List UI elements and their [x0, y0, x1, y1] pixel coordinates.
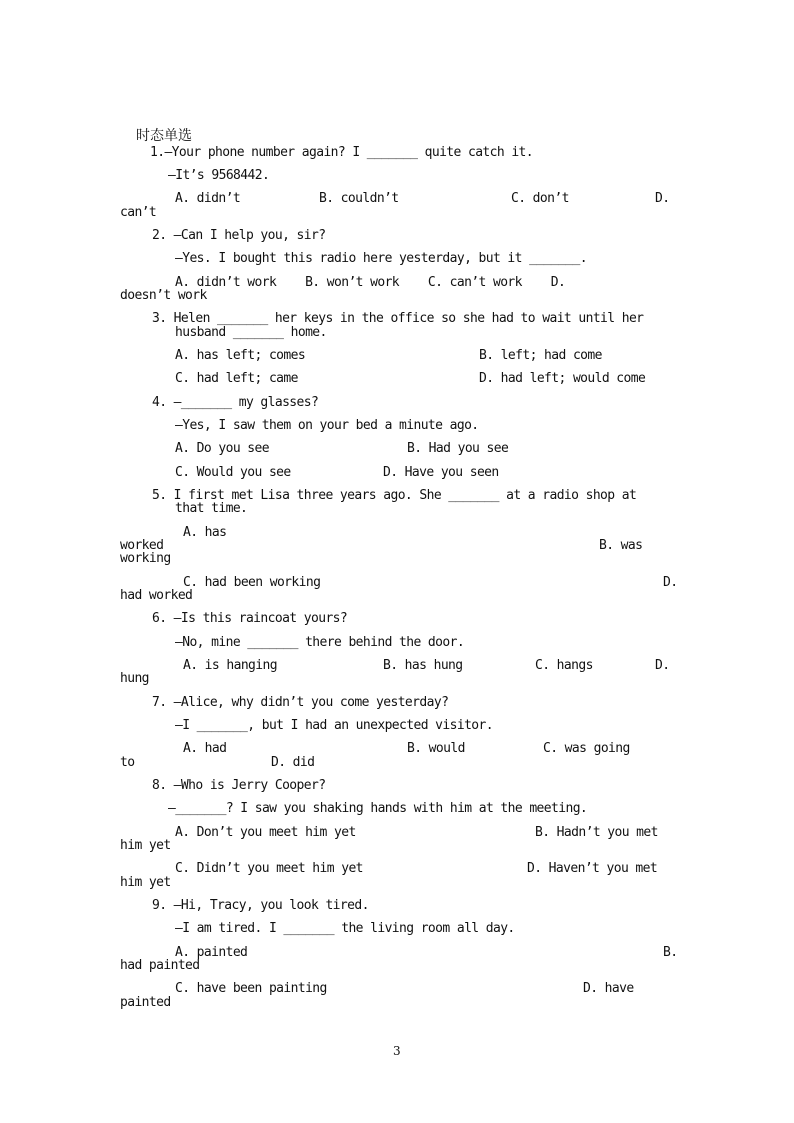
q9-stem: 9. —Hi, Tracy, you look tired.	[152, 898, 369, 913]
q5-option-d: D.	[663, 575, 678, 590]
q8-option-c: C. Didn’t you meet him yet	[175, 861, 363, 876]
q3-option-a: A. has left; comes	[175, 348, 306, 363]
q9-option-b: B.	[663, 945, 678, 960]
q8-option-d-text: him yet	[120, 875, 171, 890]
q9-option-d-text: painted	[120, 995, 171, 1010]
q9-answer: —I am tired. I _______ the living room all day.	[175, 921, 515, 936]
q8-option-b-text: him yet	[120, 838, 171, 853]
q3-stem-cont: husband _______ home.	[175, 325, 327, 340]
q8-option-d: D. Haven’t you met	[527, 861, 658, 876]
q4-stem: 4. —_______ my glasses?	[152, 395, 319, 410]
q3-option-b: B. left; had come	[479, 348, 602, 363]
q6-option-d: D.	[655, 658, 670, 673]
q1-option-c: C. don’t	[511, 191, 569, 206]
q5-option-b: B. was	[599, 538, 643, 553]
q5-stem-cont: that time.	[175, 501, 248, 516]
q4-option-d: D. Have you seen	[383, 465, 499, 480]
q8-option-b: B. Hadn’t you met	[535, 825, 658, 840]
q6-option-b: B. has hung	[383, 658, 463, 673]
q5-option-a-text: worked	[120, 538, 164, 553]
q2-options: A. didn’t work B. won’t work C. can’t work D.	[175, 275, 566, 290]
q4-option-c: C. Would you see	[175, 465, 291, 480]
q7-option-d: D. did	[271, 755, 315, 770]
q5-stem: 5. I first met Lisa three years ago. She _______ at a radio shop at	[152, 488, 637, 503]
q9-option-d: D. have	[583, 981, 634, 996]
q3-option-d: D. had left; would come	[479, 371, 646, 386]
q7-option-b: B. would	[407, 741, 465, 756]
q4-option-a: A. Do you see	[175, 441, 269, 456]
q1-answer: —It’s 9568442.	[168, 168, 270, 183]
q4-option-b: B. Had you see	[407, 441, 509, 456]
section-title: 时态单选	[136, 128, 192, 144]
q6-option-a: A. is hanging	[183, 658, 277, 673]
q3-stem: 3. Helen _______ her keys in the office so she had to wait until her	[152, 311, 644, 326]
q7-option-c: C. was going	[543, 741, 630, 756]
q1-stem: 1.—Your phone number again? I _______ quite catch it.	[150, 145, 534, 160]
q7-stem: 7. —Alice, why didn’t you come yesterday?	[152, 695, 449, 710]
q5-option-d-text: had worked	[120, 588, 193, 603]
q8-answer: —_______? I saw you shaking hands with him at the meeting.	[168, 801, 588, 816]
page-number: 3	[393, 1044, 401, 1058]
q1-option-a: A. didn’t	[175, 191, 241, 206]
q8-option-a: A. Don’t you meet him yet	[175, 825, 356, 840]
q7-answer: —I _______, but I had an unexpected visitor.	[175, 718, 493, 733]
q9-option-a: A. painted	[175, 945, 248, 960]
q7-option-a: A. had	[183, 741, 227, 756]
q6-stem: 6. —Is this raincoat yours?	[152, 611, 348, 626]
q5-option-c: C. had been working	[183, 575, 321, 590]
q7-option-c-text: to	[120, 755, 135, 770]
q1-option-d-text: can’t	[120, 205, 157, 220]
q2-stem: 2. —Can I help you, sir?	[152, 228, 326, 243]
q9-option-c: C. have been painting	[175, 981, 327, 996]
q6-option-c: C. hangs	[535, 658, 593, 673]
q2-answer: —Yes. I bought this radio here yesterday, but it _______.	[175, 251, 587, 266]
q4-answer: —Yes, I saw them on your bed a minute ago.	[175, 418, 479, 433]
q5-option-a: A. has	[183, 525, 227, 540]
q3-option-c: C. had left; came	[175, 371, 298, 386]
q8-stem: 8. —Who is Jerry Cooper?	[152, 778, 326, 793]
q9-option-b-text: had painted	[120, 958, 200, 973]
q6-option-d-text: hung	[120, 671, 149, 686]
q6-answer: —No, mine _______ there behind the door.	[175, 635, 465, 650]
q2-option-d-text: doesn’t work	[120, 288, 207, 303]
q5-option-b-text: working	[120, 551, 171, 566]
q1-option-d: D.	[655, 191, 670, 206]
q1-option-b: B. couldn’t	[319, 191, 399, 206]
